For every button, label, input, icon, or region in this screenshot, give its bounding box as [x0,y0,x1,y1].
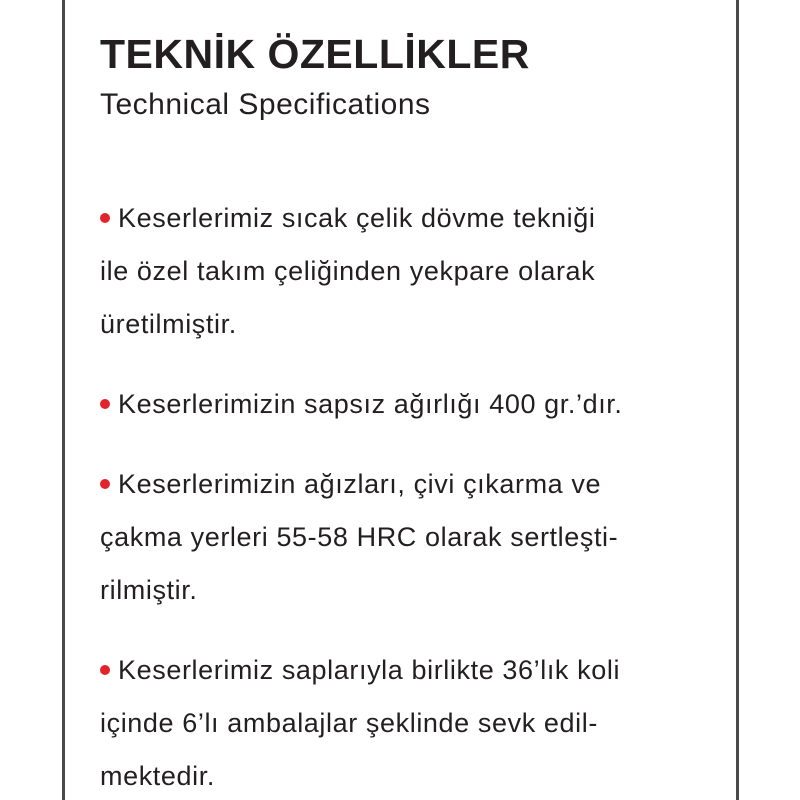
spec-line-text: Keserlerimiz saplarıyla birlikte 36’lık koli [118,655,621,685]
bullet-icon [100,665,110,675]
spec-item-3 [100,458,710,617]
page-title: TEKNİK ÖZELLİKLER [100,31,530,77]
spec-line [100,192,710,245]
spec-line [100,458,710,511]
spec-item-2 [100,378,710,431]
bullet-icon [100,399,110,409]
spec-line: ile özel takım çeliğinden yekpare olarak [100,256,596,286]
spec-line [100,644,710,697]
spec-list [100,192,710,800]
spec-line-text: Keserlerimizin sapsız ağırlığı 400 gr.’dır. [118,389,623,419]
spec-line-text: Keserlerimizin ağızları, çivi çıkarma ve [118,469,602,499]
spec-line: çakma yerleri 55-58 HRC olarak sertleşti- [100,522,619,552]
spec-line-text: Keserlerimiz sıcak çelik dövme tekniği [118,203,596,233]
spec-line [100,378,710,431]
spec-line: içinde 6’lı ambalajlar şeklinde sevk edil- [100,708,598,738]
spec-line: mektedir. [100,761,215,791]
spec-line: üretilmiştir. [100,309,237,339]
page-subtitle: Technical Specifications [100,88,431,121]
frame-left-border [62,0,65,800]
spec-item-4 [100,644,710,800]
bullet-icon [100,213,110,223]
spec-item-1 [100,192,710,351]
spec-line: rilmiştir. [100,575,198,605]
frame-right-border [736,0,739,800]
bullet-icon [100,479,110,489]
